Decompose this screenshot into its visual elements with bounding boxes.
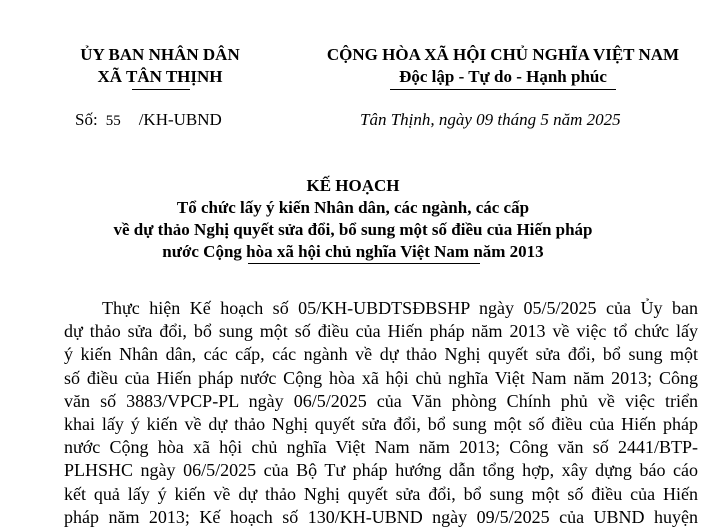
agency-underline: [132, 89, 190, 90]
document-number-value: 55: [105, 113, 121, 129]
body-line: số điều của Hiến pháp nước Cộng hòa xã hội chủ nghĩa Việt Nam năm 2013; Công: [64, 367, 698, 388]
title-line-2: về dự thảo Nghị quyết sửa đổi, bổ sung một số điều của Hiến pháp: [113, 220, 593, 239]
national-motto: Độc lập - Tự do - Hạnh phúc: [399, 67, 607, 86]
place-date: Tân Thịnh, ngày 09 tháng 5 năm 2025: [360, 110, 621, 129]
document-type-heading: KẾ HOẠCH: [306, 176, 400, 195]
document-number: [75, 110, 222, 130]
body-line: khai lấy ý kiến về dự thảo Nghị quyết sửa đổi, bổ sung một số điều của Hiến pháp: [64, 414, 698, 435]
issuing-agency: [60, 44, 260, 88]
body-line: Thực hiện Kế hoạch số 05/KH-UBDTSĐBSHP ngày 05/5/2025 của Ủy ban: [102, 298, 698, 318]
body-line: ý kiến Nhân dân, các cấp, các ngành về dự thảo Nghị quyết sửa đổi, bổ sung một: [64, 344, 698, 365]
body-paragraph: [64, 297, 698, 529]
agency-line-1: ỦY BAN NHÂN DÂN: [80, 45, 240, 64]
motto-underline: [390, 89, 616, 90]
body-line: văn số 3883/VPCP-PL ngày 06/5/2025 của Văn phòng Chính phủ về việc triển: [64, 390, 698, 411]
title-line-1: Tổ chức lấy ý kiến Nhân dân, các ngành, các cấp: [176, 198, 530, 217]
body-line: kết quả lấy ý kiến về dự thảo Nghị quyết sửa đổi, bổ sung một số điều của Hiến: [64, 483, 698, 504]
body-line: dự thảo sửa đổi, bổ sung một số điều của Hiến pháp năm 2013 về việc tổ chức lấy: [64, 321, 698, 342]
title-underline: [248, 263, 480, 264]
body-line: pháp năm 2013; Kế hoạch số 130/KH-UBND ngày 09/5/2025 của UBND huyện: [64, 506, 698, 527]
document-title: [0, 175, 706, 263]
document-number-label: Số:: [75, 110, 98, 129]
agency-line-2: XÃ TÂN THỊNH: [97, 67, 223, 86]
national-title-line-1: CỘNG HÒA XÃ HỘI CHỦ NGHĨA VIỆT NAM: [326, 45, 680, 64]
body-line: nước Cộng hòa xã hội chủ nghĩa Việt Nam năm 2013; Công văn số 2441/BTP-: [64, 437, 698, 458]
body-line: PLHSHC ngày 06/5/2025 của Bộ Tư pháp hướng dẫn tổng hợp, xây dựng báo cáo: [64, 460, 698, 481]
document-number-suffix: /KH-UBND: [138, 110, 222, 129]
national-title: [300, 44, 706, 88]
title-line-3: nước Cộng hòa xã hội chủ nghĩa Việt Nam năm 2013: [162, 242, 544, 261]
